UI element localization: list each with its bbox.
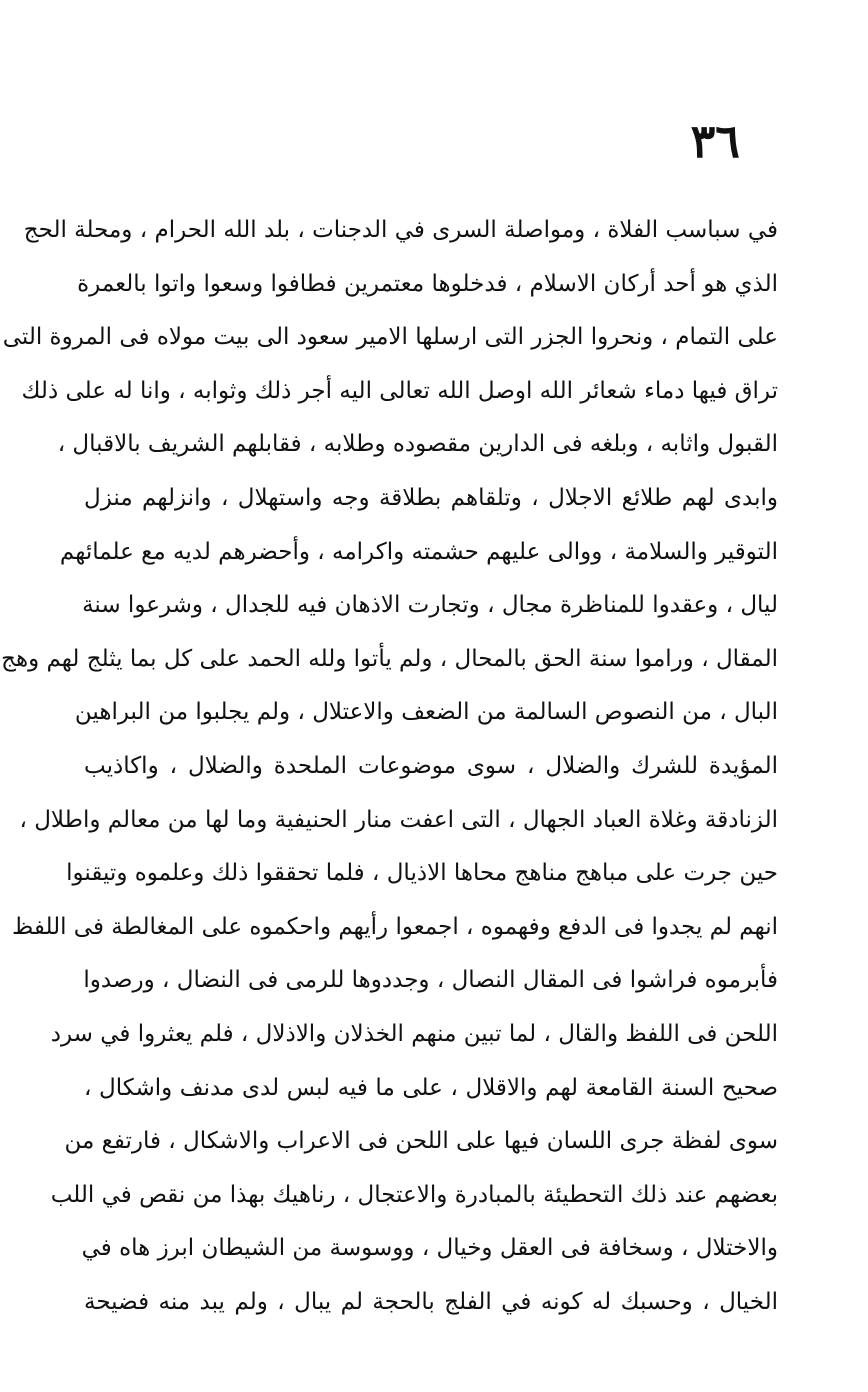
page-number: ٣٦ [690, 114, 740, 168]
text-line: فأبرموه فراشوا فى المقال النصال ، وجددوها للرمى فى النضال ، ورصدوا [83, 967, 778, 994]
text-line: اللحن فى اللفظ والقال ، لما تبين منهم الخذلان والاذلال ، فلم يعثروا في سرد [50, 1020, 778, 1047]
text-line: في سباسب الفلاة ، ومواصلة السرى في الدجنات ، بلد الله الحرام ، ومحلة الحج [23, 217, 778, 243]
text-line: الزنادقة وغلاة العباد الجهال ، التى اعفت منار الحنيفية وما لها من معالم واطلال ، [19, 806, 778, 833]
text-line: الخيال ، وحسبك له كونه في الفلج بالحجة لم يبال ، ولم يبد منه فضيحة [84, 1288, 778, 1315]
text-line: سوى لفظة جرى اللسان فيها على اللحن فى الاعراب والاشكال ، فارتفع من [64, 1128, 778, 1155]
body-text [1, 204, 778, 1329]
text-line: على التمام ، ونحروا الجزر التى ارسلها الامير سعود الى بيت مولاه فى المروة التى [2, 324, 778, 351]
text-line: حين جرت على مباهج مناهج محاها الاذيال ، فلما تحققوا ذلك وعلموه وتيقنوا [66, 860, 778, 887]
text-line: وابدى لهم طلائع الاجلال ، وتلقاهم بطلاقة وجه واستهلال ، وانزلهم منزل [84, 484, 778, 511]
text-line: ليال ، وعقدوا للمناظرة مجال ، وتجارت الاذهان فيه للجدال ، وشرعوا سنة [82, 592, 778, 619]
text-line: تراق فيها دماء شعائر الله اوصل الله تعالى اليه أجر ذلك وثوابه ، وانا له على ذلك [21, 377, 778, 404]
text-line: صحيح السنة القامعة لهم والاقلال ، على ما فيه لبس لدى مدنف واشكال ، [84, 1074, 778, 1101]
text-line: بعضهم عند ذلك التحطيئة بالمبادرة والاعتجال ، رناهيك بهذا من نقص في اللب [50, 1181, 778, 1208]
text-line: انهم لم يجدوا فى الدفع وفهموه ، اجمعوا رأيهم واحكموه على المغالطة فى اللفظ [12, 913, 778, 940]
text-line: البال ، من النصوص السالمة من الضعف والاعتلال ، ولم يجلبوا من البراهين [74, 699, 778, 726]
text-line: المؤيدة للشرك والضلال ، سوى موضوعات الملحدة والضلال ، واكاذيب [84, 752, 778, 779]
text-line: القبول واثابه ، وبلغه فى الدارين مقصوده وطلابه ، فقابلهم الشريف بالاقبال ، [57, 431, 778, 458]
text-line: والاختلال ، وسخافة فى العقل وخيال ، ووسوسة من الشيطان ابرز هاه في [81, 1235, 778, 1262]
text-line: التوقير والسلامة ، ووالى عليهم حشمته واكرامه ، وأحضرهم لديه مع علمائهم [59, 538, 778, 565]
text-line: الذي هو أحد أركان الاسلام ، فدخلوها معتمرين فطافوا وسعوا واتوا بالعمرة [77, 270, 778, 297]
text-line: المقال ، وراموا سنة الحق بالمحال ، ولم يأتوا ولله الحمد على كل بما يثلج لهم وهج [1, 645, 778, 672]
